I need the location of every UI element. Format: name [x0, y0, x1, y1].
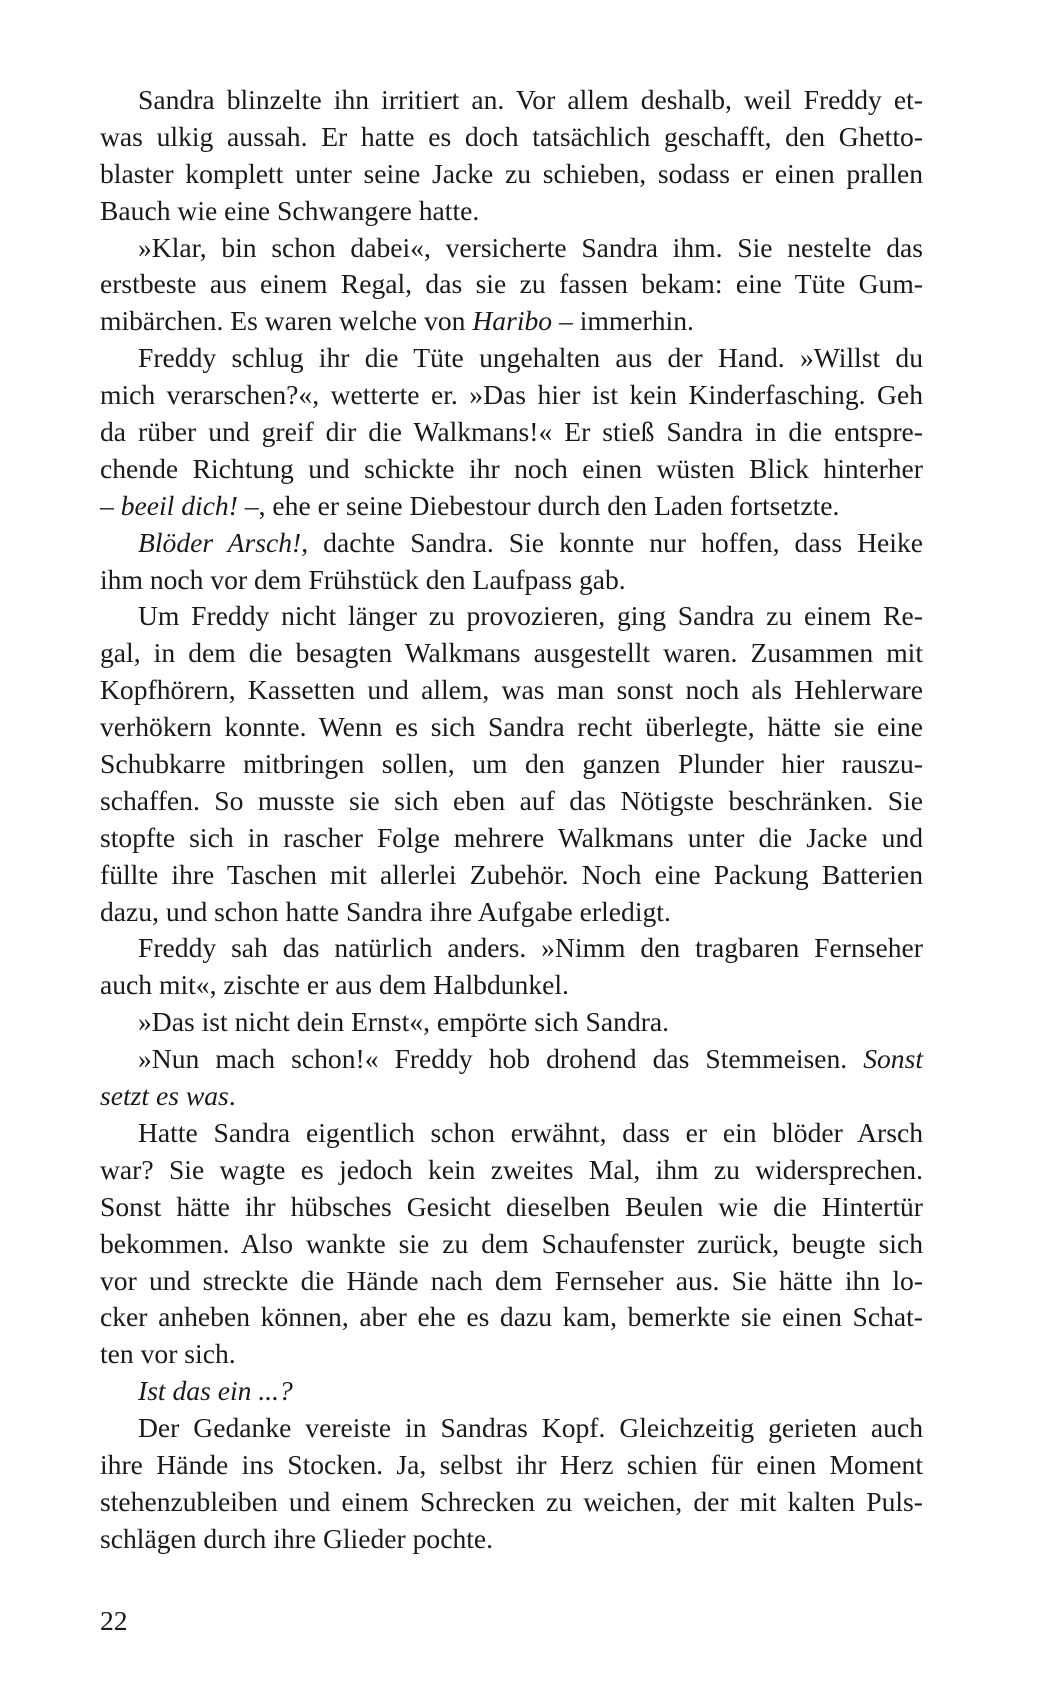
- text-line: Sonst hätte ihr hübsches Gesicht dieselben Beulen wie die Hintertür: [100, 1190, 923, 1222]
- text-line: bekommen. Also wankte sie zu dem Schaufenster zurück, beugte sich: [100, 1227, 923, 1259]
- text-line: [100, 525, 923, 562]
- text-line: war? Sie wagte es jedoch kein zweites Mal, ihm zu widersprechen.: [100, 1153, 923, 1185]
- text-line: Kopfhörern, Kassetten und allem, was man sonst noch als Hehlerware: [100, 674, 923, 706]
- text-run: –, ehe er seine Diebestour durch den Laden fortsetzte.: [237, 489, 840, 521]
- book-page-body: [100, 82, 923, 1558]
- italic-thought: beeil dich!: [120, 489, 238, 521]
- text-line: [100, 1373, 923, 1410]
- text-line: erstbeste aus einem Regal, das sie zu fassen bekam: eine Tüte Gum-: [100, 268, 923, 300]
- text-line: blaster komplett unter seine Jacke zu schieben, sodass er einen prallen: [100, 157, 923, 189]
- italic-thought: Sonst: [863, 1043, 923, 1075]
- text-line: Hatte Sandra eigentlich schon erwähnt, dass er ein blöder Arsch: [138, 1116, 923, 1148]
- text-line: Bauch wie eine Schwangere hatte.: [100, 194, 480, 226]
- italic-thought: Ist das ein ...?: [138, 1375, 293, 1407]
- text-line: dazu, und schon hatte Sandra ihre Aufgabe erledigt.: [100, 895, 671, 927]
- text-line: Freddy schlug ihr die Tüte ungehalten aus der Hand. »Willst du: [138, 342, 923, 374]
- text-line: Um Freddy nicht länger zu provozieren, ging Sandra zu einem Re-: [138, 600, 923, 632]
- italic-thought: setzt es was: [100, 1080, 229, 1112]
- text-line: ihm noch vor dem Frühstück den Laufpass gab.: [100, 563, 626, 595]
- text-line: schlägen durch ihre Glieder pochte.: [100, 1522, 494, 1554]
- text-line: verhökern konnte. Wenn es sich Sandra recht überlegte, hätte sie eine: [100, 711, 923, 743]
- text-line: Freddy sah das natürlich anders. »Nimm den tragbaren Fernseher: [138, 932, 923, 964]
- text-line: [100, 488, 923, 525]
- text-line: »Klar, bin schon dabei«, versicherte Sandra ihm. Sie nestelte das: [138, 231, 923, 263]
- italic-brand-name: Haribo: [472, 305, 553, 337]
- text-line: auch mit«, zischte er aus dem Halbdunkel.: [100, 969, 569, 1001]
- text-line: schaffen. So musste sie sich eben auf das Nötigste beschränken. Sie: [100, 784, 923, 816]
- text-run: , dachte Sandra. Sie konnte nur hoffen, dass Heike: [301, 526, 923, 558]
- text-line: Der Gedanke vereiste in Sandras Kopf. Gleichzeitig gerieten auch: [138, 1412, 923, 1444]
- text-run: – immerhin.: [552, 305, 694, 337]
- text-line: gal, in dem die besagten Walkmans ausgestellt waren. Zusammen mit: [100, 637, 923, 669]
- text-run: »Nun mach schon!« Freddy hob drohend das Stemmeisen.: [138, 1043, 864, 1075]
- text-line: mich verarschen?«, wetterte er. »Das hier ist kein Kinderfasching. Geh: [100, 379, 923, 411]
- text-line: Schubkarre mitbringen sollen, um den ganzen Plunder hier rauszu-: [100, 748, 923, 780]
- text-line: ihre Hände ins Stocken. Ja, selbst ihr Herz schien für einen Moment: [100, 1448, 923, 1480]
- text-line: stopfte sich in rascher Folge mehrere Walkmans unter die Jacke und: [100, 821, 923, 853]
- text-line: da rüber und greif dir die Walkmans!« Er stieß Sandra in die entspre-: [100, 416, 923, 448]
- text-line: Sandra blinzelte ihn irritiert an. Vor allem deshalb, weil Freddy et-: [138, 84, 923, 115]
- text-run: .: [228, 1080, 236, 1112]
- text-line: cker anheben können, aber ehe es dazu kam, bemerkte sie einen Schat-: [100, 1301, 923, 1333]
- text-run: mibärchen. Es waren welche von: [100, 305, 473, 337]
- text-line: »Das ist nicht dein Ernst«, empörte sich Sandra.: [138, 1006, 670, 1038]
- text-line: was ulkig aussah. Er hatte es doch tatsächlich geschafft, den Ghetto-: [100, 120, 923, 152]
- text-line: chende Richtung und schickte ihr noch einen wüsten Blick hinterher: [100, 452, 923, 484]
- page-number: 22: [100, 1605, 128, 1636]
- text-line: [100, 1041, 923, 1078]
- text-line: [100, 303, 923, 340]
- italic-thought: Blöder Arsch!: [138, 526, 302, 558]
- text-line: füllte ihre Taschen mit allerlei Zubehör. Noch eine Packung Batterien: [100, 858, 923, 890]
- text-line: vor und streckte die Hände nach dem Fernseher aus. Sie hätte ihn lo-: [100, 1264, 923, 1296]
- text-line: [100, 1078, 923, 1115]
- text-line: ten vor sich.: [100, 1338, 236, 1370]
- text-line: stehenzubleiben und einem Schrecken zu weichen, der mit kalten Puls-: [100, 1485, 923, 1517]
- text-run: –: [100, 489, 121, 521]
